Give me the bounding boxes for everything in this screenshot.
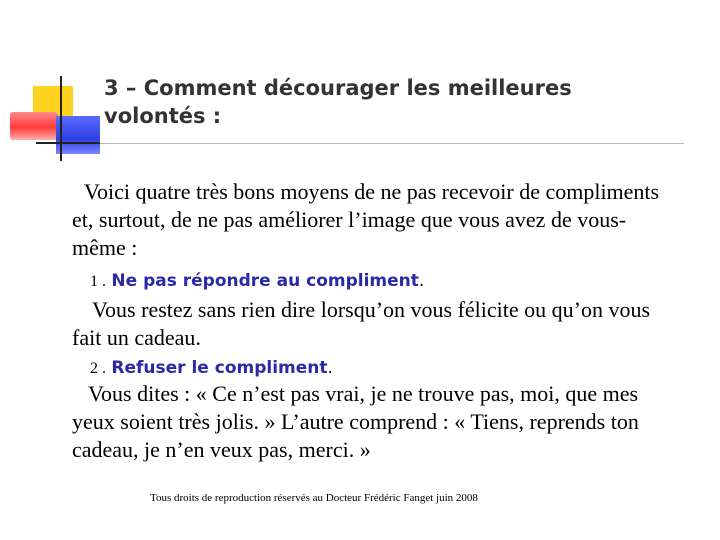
list-item-2	[90, 357, 333, 380]
item-label: Ne pas répondre au compliment	[111, 271, 419, 291]
title-divider	[36, 143, 684, 144]
item-1-description: Vous restez sans rien dire lorsqu’on vous félicite ou qu’on vous fait un cadeau.	[72, 297, 651, 350]
slide-title: 3 – Comment décourager les meilleures volontés :	[104, 76, 572, 128]
item-2-description: Vous dites : « Ce n’est pas vrai, je ne trouve pas, moi, que mes yeux soient très jolis. » L’autre comprend : « Tiens, reprends ton cadeau, je n’en veux pas, merci. »	[72, 381, 639, 462]
list-item-1	[90, 270, 424, 293]
copyright-footer: Tous droits de reproduction réservés au Docteur Frédéric Fanget juin 2008	[150, 492, 478, 504]
decor-blue-square	[56, 116, 100, 154]
item-period: .	[418, 271, 425, 291]
intro-paragraph: Voici quatre très bons moyens de ne pas recevoir de compliments et, surtout, de ne pas améliorer l’image que vous avez de vous-même :	[72, 179, 660, 260]
item-number: 1 .	[90, 273, 106, 290]
decor-vertical-line	[60, 76, 62, 161]
item-label: Refuser le compliment	[111, 358, 328, 378]
item-number: 2 .	[90, 360, 106, 377]
decor-red-square	[10, 112, 58, 140]
item-period: .	[327, 358, 333, 378]
decor-horizontal-line	[36, 142, 100, 144]
